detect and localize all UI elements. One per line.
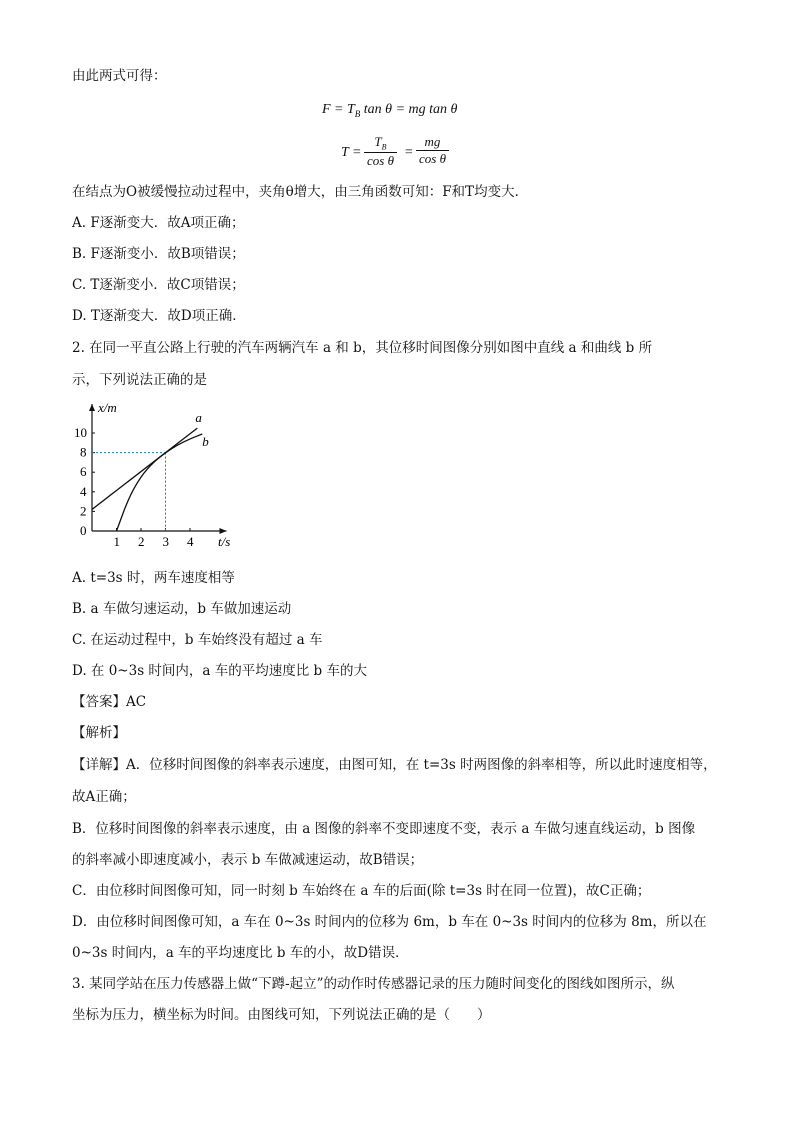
y-axis-arrow [89, 404, 95, 411]
series-line-a [92, 428, 197, 509]
eq-T-lhs: T = [341, 145, 362, 160]
y-tick-label: 4 [80, 483, 87, 499]
detail-line-3: B．位移时间图像的斜率表示速度，由 a 图像的斜率不变即速度不变，表示 a 车做匀速直线运动，b 图像 [72, 821, 696, 837]
fraction-1: $\frac{T_B}{\text{cos θ}}$ [364, 134, 397, 169]
y-tick-label: 10 [74, 425, 87, 440]
y-tick-label: 8 [80, 444, 87, 460]
x-tick-label: 3 [162, 534, 169, 549]
x-tick-label: 2 [138, 534, 145, 549]
x-tick-label: 4 [187, 534, 194, 549]
detail-line-7: 0~3s 时间内，a 车的平均速度比 b 车的小，故D错误． [72, 945, 409, 961]
q3-stem-line1: 3. 某同学站在压力传感器上做“下蹲-起立”的动作时传感器记录的压力随时间变化的图线如图所示，纵 [72, 976, 675, 992]
chart-axes [89, 404, 227, 534]
analysis-label: 【解析】 [72, 725, 126, 741]
equation-F: $F = T_B$ tan θ = mg tan θ [322, 102, 458, 119]
detail-line-2: 故A正确； [72, 789, 136, 805]
eq-T-equals: = [404, 145, 414, 160]
prev-option-a: A. F逐渐变大．故A项正确； [72, 215, 245, 231]
xt-graph [72, 396, 252, 556]
series-label-a: a [195, 410, 202, 426]
intro-text: 由此两式可得： [72, 68, 167, 84]
series-line-b [117, 434, 203, 531]
series-label-b: b [202, 433, 209, 449]
detail-line-4: 的斜率减小即速度减小，表示 b 车做减速运动，故B错误； [72, 852, 424, 868]
x-axis-label: t/s [218, 534, 231, 549]
y-tick-label: 6 [80, 464, 87, 480]
y-tick-label: 2 [80, 503, 87, 519]
answer-line [72, 693, 146, 711]
q2-option-c: C. 在运动过程中，b 车始终没有超过 a 车 [72, 632, 323, 648]
q2-option-d: D. 在 0~3s 时间内，a 车的平均速度比 b 车的大 [72, 663, 367, 679]
explanation: 在结点为O被缓慢拉动过程中，夹角θ增大，由三角函数可知：F和T均变大． [72, 184, 529, 200]
q2-stem-line1: 2. 在同一平直公路上行驶的汽车两辆汽车 a 和 b，其位移时间图像分别如图中直线 a 和曲线 b 所 [72, 340, 653, 356]
answer-label: 【答案】 [72, 694, 126, 710]
detail-line-1: 【详解】A．位移时间图像的斜率表示速度，由图可知，在 t=3s 时两图像的斜率相等，所以此时速度相等， [72, 757, 717, 773]
fraction-2: $\frac{mg}{\text{cos θ}}$ [416, 134, 449, 167]
prev-option-b: B. F逐渐变小．故B项错误； [72, 246, 245, 262]
q2-option-a: A. t=3s 时，两车速度相等 [72, 570, 235, 586]
prev-option-d: D. T逐渐变大．故D项正确． [72, 308, 246, 324]
q3-stem-line2: 坐标为压力，横坐标为时间。由图线可知，下列说法正确的是（ ） [72, 1007, 491, 1023]
y-tick-label: 0 [80, 523, 87, 538]
chart-series [92, 410, 209, 531]
q2-stem-line2: 示，下列说法正确的是 [72, 372, 207, 388]
prev-option-c: C. T逐渐变小．故C项错误； [72, 277, 245, 293]
detail-line-5: C．由位移时间图像可知，同一时刻 b 车始终在 a 车的后面(除 t=3s 时在同一位置)，故C正确； [72, 883, 651, 899]
q2-option-b: B. a 车做匀速运动，b 车做加速运动 [72, 601, 292, 617]
y-axis-label: x/m [98, 400, 117, 415]
x-tick-label: 1 [113, 534, 120, 549]
detail-line-6: D．由位移时间图像可知，a 车在 0~3s 时间内的位移为 6m，b 车在 0~3s 时间内的位移为 8m，所以在 [72, 914, 707, 930]
answer-value: AC [126, 694, 147, 710]
chart-guides [92, 453, 166, 531]
